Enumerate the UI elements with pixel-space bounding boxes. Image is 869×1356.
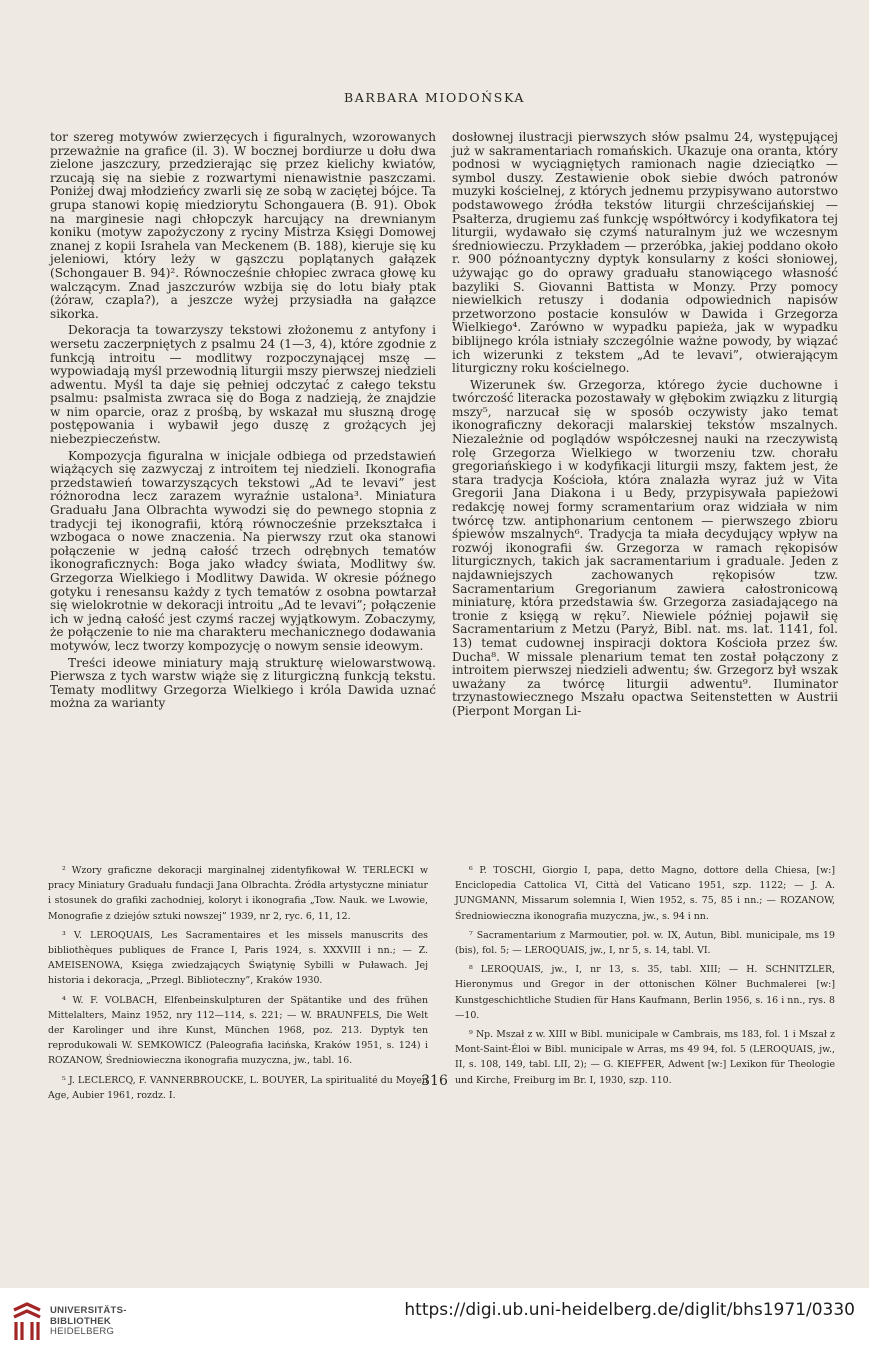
- footnote: ⁵ J. LECLERCQ, F. VANNERBROUCKE, L. BOUYER, La spiritualité du Moyen Age, Aubier 1961, rozdz. I.: [48, 1074, 428, 1101]
- logo-text-line: BIBLIOTHEK: [50, 1315, 112, 1327]
- running-header: BARBARA MIODOŃSKA: [343, 90, 526, 105]
- footnote: ³ V. LEROQUAIS, Les Sacramentaires et les missels manuscrits des bibliothèques publiques de France I, Paris 1924, s. XXXVIII i nn.; — Z. AMEISENOWA, Księga zwiedzających Świątynię Sybilli w Puławach. Jej historia i dekoracja, „Przegl. Biblioteczny”, Kraków 1930.: [48, 929, 428, 987]
- footer-bar: [0, 1288, 869, 1356]
- paragraph: tor szereg motywów zwierzęcych i figuralnych, wzorowanych przeważnie na grafice (il. 3). W bocznej bordiurze u dołu dwa zielone jaszczury, przedzierając się przez kielichy kwiatów, rzucają się na siebie z rozwartymi nienawistnie paszczami. Poniżej dwaj młodzieńcy zwarli się ze sobą w zaciętej bójce. Ta grupa stanowi kopię miedziorytu Schongauera (B. 91). Obok na marginesie nagi chłopczyk harcujący na drewnianym koniku (motyw zapożyczony z ryciny Mistrza Księgi Domowej znanej z kopii Israhela van Meckenem (B. 188), kieruje się ku jeleniowi, który leży w gąszczu poplątanych gałązek (Schongauer B. 94)². Równocześnie chłopiec zwraca głowę ku walczącym. Znad jaszczurów wzbija się do lotu biały ptak (żóraw, czapla?), a jeszcze wyżej przysiadła na gałązce sikorka.: [50, 130, 436, 321]
- footnotes-right-column: [455, 863, 835, 1092]
- page-number: 316: [421, 1073, 448, 1089]
- logo-text-line: UNIVERSITÄTS-: [50, 1305, 127, 1317]
- paragraph: Dekoracja ta towarzyszy tekstowi złożonemu z antyfony i wersetu zaczerpniętych z psalmu 24 (1—3, 4), które zgodnie z funkcją introitu — modlitwy rozpoczynającej mszę — wypowiadają myśl przewodnią liturgii mszy pierwszej niedzieli adwentu. Myśl ta daje się pełniej odczytać z całego tekstu psalmu: psalmista zwraca się do Boga z nadzieją, że znajdzie w nim oparcie, oraz z prośbą, by wskazał mu słuszną drogę postępowania i wybawił jego duszę z grożących jej niebezpieczeństw.: [50, 323, 436, 447]
- university-library-logo[interactable]: [10, 1302, 127, 1342]
- paragraph: Kompozycja figuralna w inicjale odbiega od przedstawień wiążących się zazwyczaj z introitem tej niedzieli. Ikonografia przedstawień towarzyszących tekstowi „Ad te levavi” jest różnorodna lecz zarazem wyraźnie ustalona³. Miniatura Graduału Jana Olbrachta wywodzi się do pewnego stopnia z tradycji tej ikonografii, którą równocześnie przekształca i wzbogaca o nowe znaczenia. Na pierwszy rzut oka stanowi połączenie w jedną całość trzech odrębnych tematów ikonograficznych: Boga jako władcy świata, Modlitwy św. Grzegorza Wielkiego i Modlitwy Dawida. W okresie późnego gotyku i renesansu każdy z tych tematów z osobna powtarzał się wielokrotnie w dekoracji introitu „Ad te levavi”; połączenie ich w jedną całość jest czymś raczej wyjątkowym. Zobaczymy, że połączenie to nie ma charakteru mechanicznego dodawania motywów, lecz tworzy kompozycję o nowym sensie ideowym.: [50, 448, 436, 653]
- paragraph: Wizerunek św. Grzegorza, którego życie duchowne i twórczość literacka pozostawały w głębokim związku z liturgią mszy⁵, narzucał się w sposób oczywisty jako temat ikonograficzny dekoracji malarskiej tekstów mszalnych. Niezależnie od poglądów współczesnej nauki na rzeczywistą rolę Grzegorza Wielkiego w tworzeniu tzw. chorału gregoriańskiego i w kodyfikacji liturgii mszy, faktem jest, że stara tradycja Kościoła, która znalazła wyraz już w Vita Gregorii Jana Diakona i u Bedy, przypisywała papieżowi redakcję nowej formy scramentarium oraz widziała w nim twórcę tzw. antiphonarium centonem — pierwszego zbioru śpiewów mszalnych⁶. Tradycja ta miała decydujący wpływ na rozwój ikonografii św. Grzegorza w ramach rękopisów liturgicznych, takich jak sacramentarium i graduale. Jeden z najdawniejszych zachowanych rękopisów tzw. Sacramentarium Gregorianum zawiera całostronicową miniaturę, która przedstawia św. Grzegorza zasiadającego na tronie z księgą w ręku⁷. Niewiele później pojawił się Sacramentarium z Metzu (Paryż, Bibl. nat. ms. lat. 1141, fol. 13) temat cudownej inspiracji doktora Kościoła przez św. Ducha⁸. W missale plenarium temat ten został połączony z introitem pierwszej niedzieli adwentu; św. Grzegorz był wszak uważany za twórcę liturgii adwentu⁹. Iluminator trzynastowiecznego Mszału opactwa Seitenstetten w Austrii (Pierpont Morgan Li-: [452, 377, 838, 718]
- university-library-logo-icon: [10, 1302, 44, 1342]
- footnote: ⁷ Sacramentarium z Marmoutier, poł. w. IX, Autun, Bibl. municipale, ms 19 (bis), fol. 5; — LEROQUAIS, jw., I, nr 5, s. 14, tabl. VI.: [455, 929, 835, 957]
- footnotes-left-column: [48, 863, 428, 1107]
- footnote: ⁶ P. TOSCHI, Giorgio I, papa, detto Magno, dottore della Chiesa, [w:] Enciclopedia Cattolica VI, Città del Vaticano 1951, szp. 1122; — J. A. JUNGMANN, Missarum solemnia I, Wien 1952, s. 75, 85 i nn.; — ROZANOW, Średniowieczna ikonografia muzyczna, jw., s. 94 i nn.: [455, 865, 835, 922]
- footnote: ⁹ Np. Mszał z w. XIII w Bibl. municipale w Cambrais, ms 183, fol. 1 i Mszał z Mont-Saint-Éloi w Bibl. municipale w Arras, ms 49 94, fol. 5 (LEROQUAIS, jw., II, s. 108, 149, tabl. LII, 2); — G. KIEFFER, Adwent [w:] Lexikon für Theologie und Kirche, Freiburg im Br. I, 1930, szp. 110.: [455, 1029, 835, 1086]
- paragraph: Treści ideowe miniatury mają strukturę wielowarstwową. Pierwsza z tych warstw wiąże się z liturgiczną funkcją tekstu. Tematy modlitwy Grzegorza Wielkiego i króla Dawida uznać można za warianty: [50, 655, 436, 711]
- logo-text-line: HEIDELBERG: [50, 1326, 115, 1338]
- main-text-right-column: [452, 131, 838, 719]
- main-text-left-column: [50, 131, 436, 711]
- paragraph: dosłownej ilustracji pierwszych słów psalmu 24, występującej już w sakramentariach romańskich. Ukazuje ona oranta, który podnosi w wyciągniętych ramionach nagie dzieciątko — symbol duszy. Zestawienie obok siebie dwóch patronów muzyki kościelnej, z których jednemu przypisywano autorstwo podstawowego źródła tekstów liturgii chrześcijańskiej — Psałterza, drugiemu zaś funkcję współtwórcy i kodyfikatora tej liturgii, wydawało się czymś naturalnym już we wczesnym średniowieczu. Przykładem — przeróbka, jakiej poddano około r. 900 późnoantyczny dyptyk konsularny z kości słoniowej, używając go do oprawy graduału stanowiącego własność bazyliki S. Giovanni Battista w Monzy. Przy pomocy niewielkich retuszy i dodania odpowiednich napisów przetworzono postacie konsulów w Dawida i Grzegorza Wielkiego⁴. Zarówno w wypadku papieża, jak w wypadku biblijnego króla istniały szczególnie ważne powody, by wiązać ich wizerunki z tekstem „Ad te levavi”, otwierającym liturgiczny roku kościelnego.: [452, 130, 838, 376]
- footnote: ⁸ LEROQUAIS, jw., I, nr 13, s. 35, tabl. XIII; — H. SCHNITZLER, Hieronymus und Gregor in der ottonischen Kölner Buchmalerei [w:] Kunstgeschichtliche Studien für Hans Kaufmann, Berlin 1956, s. 16 i nn., rys. 8—10.: [455, 964, 835, 1021]
- footnote: ⁴ W. F. VOLBACH, Elfenbeinskulpturen der Spätantike und des frühen Mittelalters, Mainz 1952, nry 112—114, s. 221; — W. BRAUNFELS, Die Welt der Karolinger und ihre Kunst, München 1968, poz. 213. Dyptyk ten reprodukowali W. SEMKOWICZ (Paleografia łacińska, Kraków 1951, s. 124) i ROZANOW, Średniowieczna ikonografia muzyczna, jw., tabl. 16.: [48, 994, 428, 1067]
- footnote: ² Wzory graficzne dekoracji marginalnej zidentyfikował W. TERLECKI w pracy Miniatury Graduału fundacji Jana Olbrachta. Źródła artystyczne miniatur i stosunek do grafiki zachodniej, koloryt i ikonografia „Tow. Nauk. we Lwowie, Monografie z dziejów sztuki nowszej” 1939, nr 2, ryc. 6, 11, 12.: [48, 865, 428, 922]
- permalink-url[interactable]: https://digi.ub.uni-heidelberg.de/diglit/bhs1971/0330: [404, 1300, 855, 1320]
